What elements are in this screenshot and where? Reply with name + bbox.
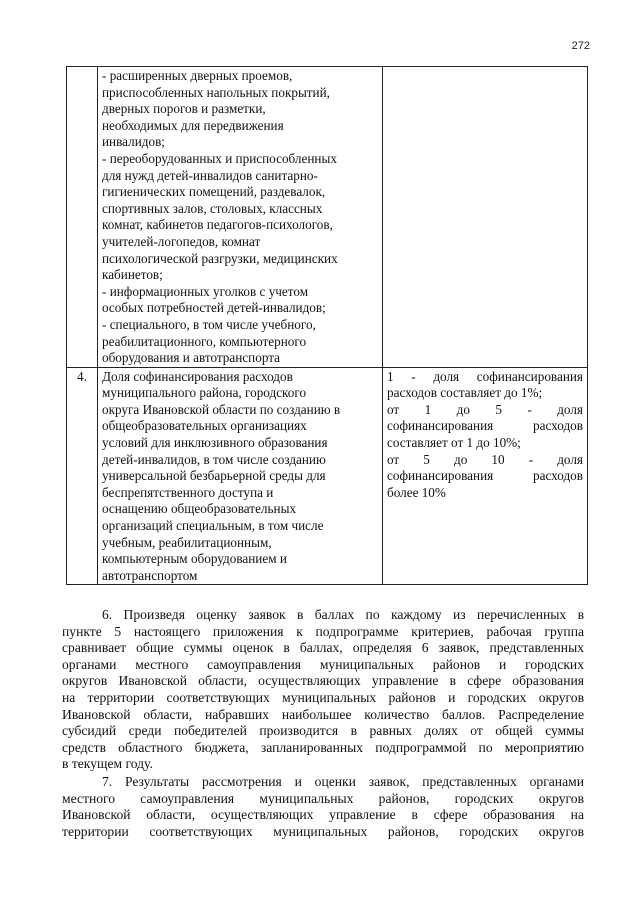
score-line: софинансирования расходов	[387, 468, 583, 484]
table-row	[67, 67, 588, 368]
text-line: детей-инвалидов, в том числе созданию	[102, 451, 326, 467]
score-line: расходов составляет до 1%;	[387, 385, 543, 401]
text-line: в текущем году.	[62, 756, 153, 772]
table-row	[67, 367, 588, 585]
text-line: пункте 5 настоящего приложения к подпрограмме критериев, рабочая группа	[62, 623, 584, 639]
text-line: приспособленных напольных покрытий,	[102, 84, 330, 100]
text-line: оборудования и автотранспорта	[102, 350, 281, 366]
text-line: 7. Результаты рассмотрения и оценки заявок, представленных органами	[102, 774, 584, 789]
text-line: - переоборудованных и приспособленных	[102, 150, 337, 166]
text-line: 6. Произведя оценку заявок в баллах по каждому из перечисленных в	[102, 607, 584, 622]
text-line: универсальной безбарьерной среды для	[102, 468, 326, 484]
row-number-cell	[67, 67, 98, 368]
text-line: компьютерным оборудованием и	[102, 551, 287, 567]
text-line: Ивановской области, осуществляющих управление в сфере образования на	[62, 807, 584, 823]
score-line: софинансирования расходов	[387, 418, 583, 434]
text-line: гигиенических помещений, раздевалок,	[102, 184, 326, 200]
text-line: реабилитационного, компьютерного	[102, 333, 307, 349]
text-line: округа Ивановской области по созданию в	[102, 401, 341, 417]
text-line: комнат, кабинетов педагогов-психологов,	[102, 217, 333, 233]
criteria-table	[66, 66, 588, 585]
text-line: территории соответствующих муниципальных районов, городских округов	[62, 823, 584, 839]
text-line: автотранспортом	[102, 567, 198, 583]
criterion-description-cell	[98, 367, 383, 585]
text-line: субсидий среди победителей производится в равных долях от общей суммы	[62, 723, 584, 739]
score-line: составляет от 1 до 10%;	[387, 435, 521, 451]
text-line: инвалидов;	[102, 134, 165, 150]
text-line: учебным, реабилитационным,	[102, 534, 272, 550]
text-line: психологической разгрузки, медицинских	[102, 250, 338, 266]
score-cell	[383, 67, 588, 368]
text-line: беспрепятственного доступа и	[102, 484, 274, 500]
text-line: для нужд детей-инвалидов санитарно-	[102, 167, 318, 183]
text-line: на территории соответствующих муниципальных районов и городских округов	[62, 689, 584, 705]
text-line: учителей-логопедов, комнат	[102, 233, 261, 249]
criterion-description-cell	[98, 67, 383, 368]
text-line: - расширенных дверных проемов,	[102, 68, 293, 83]
text-line: кабинетов;	[102, 267, 163, 283]
paragraph-7	[62, 774, 584, 840]
text-line: местного самоуправления муниципальных районов, городских округов	[62, 790, 584, 806]
score-line: 1 - доля софинансирования	[387, 368, 583, 384]
text-line: - информационных уголков с учетом	[102, 283, 309, 299]
row-number-cell: 4.	[67, 367, 98, 585]
text-line: общеобразовательных организациях	[102, 418, 307, 434]
text-line: муниципального района, городского	[102, 385, 307, 401]
text-line: спортивных залов, столовых, классных	[102, 200, 323, 216]
page-number: 272	[571, 40, 590, 52]
text-line: Ивановской области, набравших наибольшее количество баллов. Распределение	[62, 706, 584, 722]
text-line: органами местного самоуправления муниципальных районов и городских	[62, 656, 584, 672]
text-line: необходимых для передвижения	[102, 117, 284, 133]
text-line: оснащению общеобразовательных	[102, 501, 297, 517]
text-line: округов Ивановской области, осуществляющих управление в сфере образования	[62, 673, 584, 689]
text-line: организаций специальным, в том числе	[102, 518, 324, 534]
text-line: сравнивает общие суммы оценок в баллах, определяя 6 заявок, представленных	[62, 640, 584, 656]
text-line: дверных порогов и разметки,	[102, 101, 266, 117]
text-line: особых потребностей детей-инвалидов;	[102, 300, 326, 316]
score-line: от 1 до 5 - доля	[387, 401, 583, 417]
text-line: - специального, в том числе учебного,	[102, 316, 316, 332]
text-line: Доля софинансирования расходов	[102, 368, 293, 384]
score-cell	[383, 367, 588, 585]
score-line: более 10%	[387, 484, 446, 500]
paragraph-6	[62, 607, 584, 773]
text-line: средств областного бюджета, запланированных подпрограммой по мероприятию	[62, 739, 584, 755]
text-line: условий для инклюзивного образования	[102, 435, 328, 451]
score-line: от 5 до 10 - доля	[387, 451, 583, 467]
